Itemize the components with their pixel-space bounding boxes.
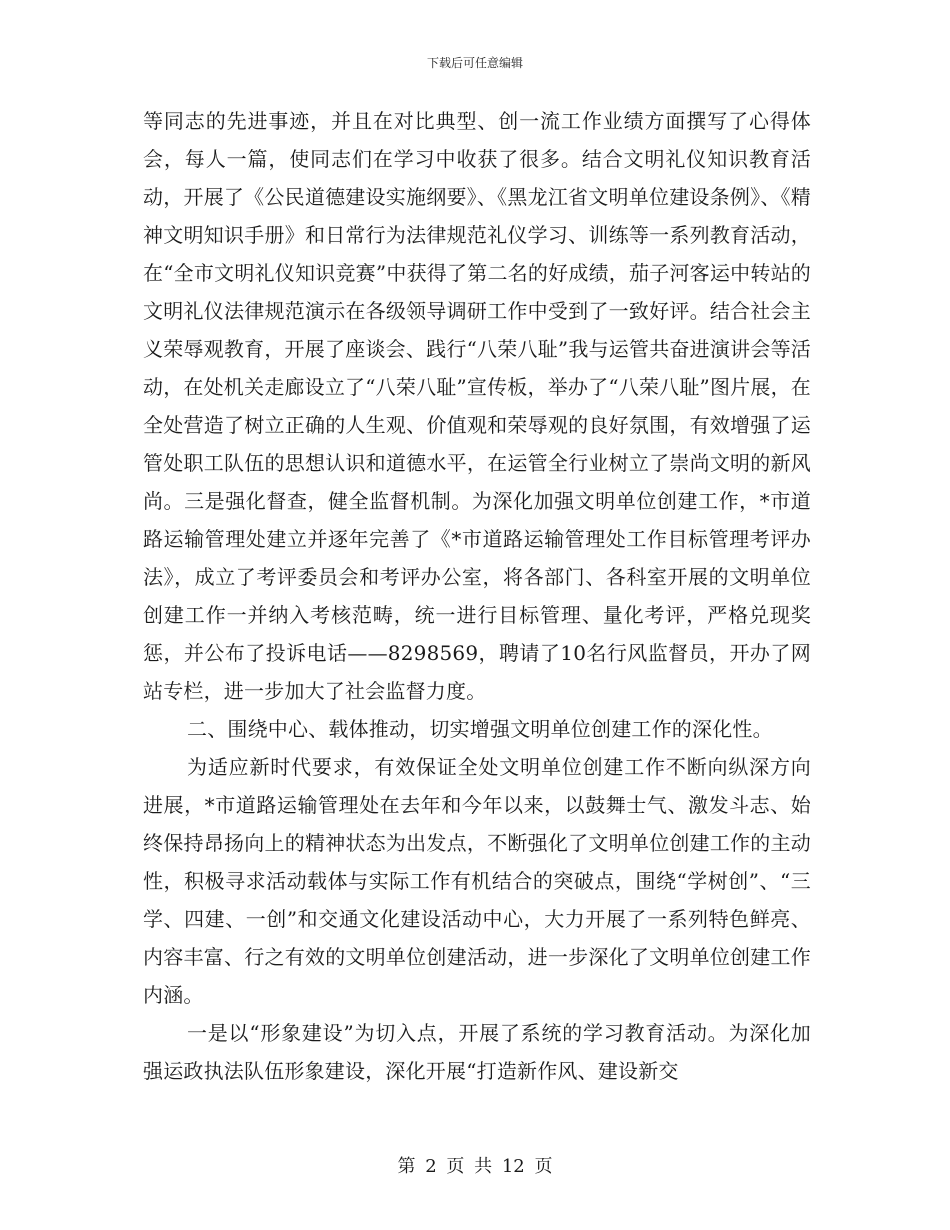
section-heading-2: 二、围绕中心、载体推动，切实增强文明单位创建工作的深化性。 bbox=[187, 717, 773, 741]
page-header: 下载后可任意编辑 bbox=[426, 56, 523, 70]
page-number: 第 2 页 共 12 页 bbox=[397, 1156, 553, 1177]
paragraph-3: 为适应新时代要求，有效保证全处文明单位创建工作不断向纵深方向进展，*市道路运输管理处在去年和今年以来，以鼓舞士气、激发斗志、始终保持昂扬向上的精神状态为出发点，不断强化了文明单位创建工作的主动性，积极寻求活动载体与实际工作有机结合的突破点，围绕“学树创”、“三学、四建、一创”和交通文化建设活动中心，大力开展了一系列特色鲜亮、内容丰富、行之有效的文明单位创建活动，进一步深化了文明单位创建工作内涵。 bbox=[143, 755, 811, 1007]
document-body bbox=[143, 102, 811, 1090]
paragraph-1: 等同志的先进事迹，并且在对比典型、创一流工作业绩方面撰写了心得体会，每人一篇，使同志们在学习中收获了很多。结合文明礼仪知识教育活动，开展了《公民道德建设实施纲要》、《黑龙江省文明单位建设条例》、《精神文明知识手册》和日常行为法律规范礼仪学习、训练等一系列教育活动，在“全市文明礼仪知识竞赛”中获得了第二名的好成绩，茄子河客运中转站的文明礼仪法律规范演示在各级领导调研工作中受到了一致好评。结合社会主义荣辱观教育，开展了座谈会、践行“八荣八耻”我与运管共奋进演讲会等活动，在处机关走廊设立了“八荣八耻”宣传板，举办了“八荣八耻”图片展，在全处营造了树立正确的人生观、价值观和荣辱观的良好氛围，有效增强了运管处职工队伍的思想认识和道德水平，在运管全行业树立了崇尚文明的新风尚。三是强化督查，健全监督机制。为深化加强文明单位创建工作，*市道路运输管理处建立并逐年完善了《*市道路运输管理处工作目标管理考评办法》，成立了考评委员会和考评办公室，将各部门、各科室开展的文明单位创建工作一并纳入考核范畴，统一进行目标管理、量化考评，严格兑现奖惩，并公布了投诉电话——8298569，聘请了10名行风监督员，开办了网站专栏，进一步加大了社会监督力度。 bbox=[143, 109, 811, 703]
paragraph-4: 一是以“形象建设”为切入点，开展了系统的学习教育活动。为深化加强运政执法队伍形象建设，深化开展“打造新作风、建设新交 bbox=[143, 1021, 811, 1083]
